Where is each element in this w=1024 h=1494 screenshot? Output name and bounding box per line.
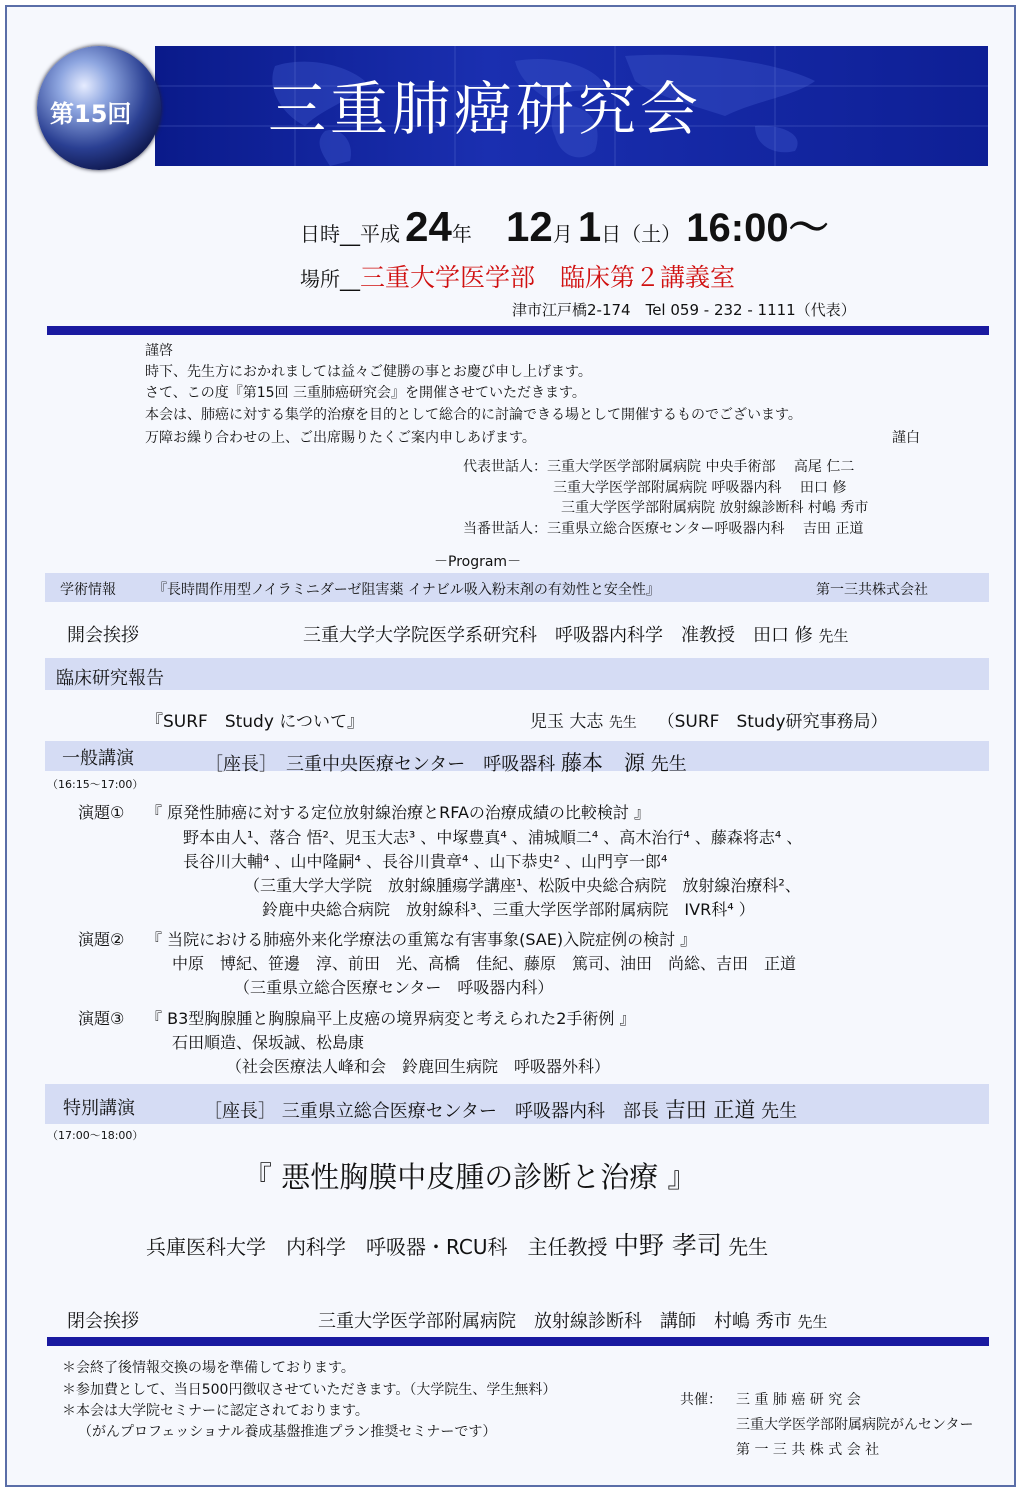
talk-1-label: 演題① — [78, 803, 125, 822]
talk-2-line-1: 中原 博紀、笹邊 淳、前田 光、高橋 佳紀、藤原 篤司、油田 尚総、吉田 正道 — [172, 954, 797, 973]
closing-honorific: 先生 — [797, 1313, 828, 1331]
place-address: 津市江戸橋2-174 Tel 059 - 232 - 1111（代表） — [512, 301, 856, 319]
bottom-rule — [47, 1337, 989, 1346]
general-lecture-time: （16:15～17:00） — [47, 778, 144, 791]
sponsor-1: 三 重 肺 癌 研 究 会 — [736, 1392, 861, 1408]
top-rule — [47, 326, 989, 335]
letter-line-1: 謹啓 — [145, 343, 173, 359]
talk-1-line-1: 野本由人¹、落合 悟²、児玉大志³ 、中塚豊真⁴ 、浦城順二⁴ 、高木治行⁴ 、藤森将志⁴ 、 — [183, 828, 803, 847]
talk-1-line-4: 鈴鹿中央総合病院 放射線科³、三重大学医学部附属病院 IVR科⁴ ） — [262, 900, 755, 919]
datetime-month-unit: 月 — [552, 222, 573, 246]
place-name: 三重大学医学部 臨床第２講義室 — [360, 263, 736, 292]
datetime-year-unit: 年 — [451, 222, 472, 246]
sponsor-3: 第 一 三 共 株 式 会 社 — [736, 1442, 880, 1458]
clinical-report-speaker-line — [530, 707, 888, 732]
special-lecture-speaker-affiliation: 兵庫医科大学 内科学 呼吸器・RCU科 主任教授 — [146, 1235, 608, 1259]
organizer-line-2: 三重大学医学部附属病院 呼吸器内科 田口 修 — [553, 480, 847, 496]
note-2: ＊参加費として、当日500円徴収させていただきます。（大学院生、学生無料） — [62, 1382, 557, 1398]
special-lecture-speaker-line — [146, 1226, 768, 1262]
clinical-report-honorific: 先生 — [608, 715, 637, 731]
opening-speaker-line — [303, 621, 848, 647]
closing-speaker: 三重大学医学部附属病院 放射線診断科 講師 村嶋 秀市 — [318, 1311, 792, 1332]
datetime-label: 日時__平成 — [300, 222, 400, 246]
talk-2-title: 『 当院における肺癌外来化学療法の重篤な有害事象(SAE)入院症例の検討 』 — [146, 930, 697, 949]
talk-3-line-1: 石田順造、保坂誠、松島康 — [172, 1033, 365, 1052]
datetime-time: 16:00～ — [686, 206, 829, 250]
special-lecture-time: （17:00～18:00） — [47, 1129, 144, 1142]
general-lecture-honorific: 先生 — [650, 754, 687, 775]
sponsor-2: 三重大学医学部附属病院がんセンター — [736, 1417, 974, 1433]
general-lecture-chair: ［座長］ 三重中央医療センター 呼吸器科 — [205, 754, 556, 775]
talk-1-line-2: 長谷川大輔⁴ 、山中隆嗣⁴ 、長谷川貴章⁴ 、山下恭史² 、山門亨一郎⁴ — [183, 852, 668, 871]
opening-honorific: 先生 — [818, 627, 849, 645]
academic-info-label: 学術情報 — [60, 582, 116, 598]
edition-label: 第15回 — [50, 100, 132, 128]
special-lecture-honorific: 先生 — [761, 1101, 798, 1122]
datetime-line — [300, 196, 829, 250]
program-title: －Program－ — [434, 554, 522, 570]
talk-1-line-3: （三重大学大学院 放射線腫瘍学講座¹、松阪中央総合病院 放射線治療科²、 — [244, 876, 801, 895]
special-lecture-title: 『 悪性胸膜中皮腫の診断と治療 』 — [243, 1160, 697, 1194]
general-lecture-chair-line — [205, 747, 687, 777]
clinical-report-speaker: 児玉 大志 — [530, 712, 604, 732]
special-lecture-speaker-name: 中野 孝司 — [613, 1231, 722, 1260]
opening-speaker: 三重大学大学院医学系研究科 呼吸器内科学 准教授 田口 修 — [303, 625, 813, 646]
special-lecture-label: 特別講演 — [63, 1098, 135, 1119]
closing-speaker-line — [318, 1307, 827, 1333]
organizer-line-1: 代表世話人：三重大学医学部附属病院 中央手術部 高尾 仁二 — [463, 459, 855, 475]
letter-line-2: 時下、先生方におかれましては益々ご健勝の事とお慶び申し上げます。 — [145, 364, 592, 380]
letter-line-3: さて、この度『第15回 三重肺癌研究会』を開催させていただきます。 — [145, 385, 586, 401]
closing-label: 閉会挨拶 — [67, 1311, 139, 1332]
datetime-year: 24 — [405, 203, 452, 250]
note-3: ＊本会は大学院セミナーに認定されております。 — [62, 1403, 369, 1419]
organizer-line-4: 当番世話人：三重県立総合医療センター呼吸器内科 吉田 正道 — [463, 521, 864, 537]
talk-1-title: 『 原発性肺癌に対する定位放射線治療とRFAの治療成績の比較検討 』 — [146, 803, 650, 822]
datetime-month: 12 — [506, 203, 553, 250]
datetime-day-unit: 日（土） — [601, 222, 682, 246]
clinical-report-title: 『SURF Study について』 — [146, 712, 364, 732]
note-1: ＊会終了後情報交換の場を準備しております。 — [62, 1360, 355, 1376]
general-lecture-label: 一般講演 — [62, 748, 134, 769]
special-lecture-chair: ［座長］ 三重県立総合医療センター 呼吸器内科 部長 — [204, 1101, 659, 1122]
place-line — [300, 258, 735, 294]
organizer-line-3: 三重大学医学部附属病院 放射線診断科 村嶋 秀市 — [561, 500, 869, 516]
letter-line-5: 万障お繰り合わせの上、ご出席賜りたくご案内申しあげます。 — [145, 430, 536, 446]
talk-3-line-2: （社会医療法人峰和会 鈴鹿回生病院 呼吸器外科） — [226, 1057, 611, 1076]
academic-info-title: 『長時間作用型ノイラミニダーゼ阻害薬 イナビル吸入粉末剤の有効性と安全性』 — [153, 582, 660, 598]
page-title: 三重肺癌研究会 — [268, 75, 703, 143]
special-lecture-chair-name: 吉田 正道 — [664, 1098, 756, 1122]
clinical-report-bar — [45, 658, 989, 690]
special-lecture-speaker-honorific: 先生 — [728, 1235, 769, 1259]
datetime-day: 1 — [577, 203, 602, 250]
place-label: 場所__ — [300, 267, 360, 291]
clinical-report-affiliation: （SURF Study研究事務局） — [657, 712, 888, 732]
talk-3-label: 演題③ — [78, 1009, 125, 1028]
special-lecture-chair-line — [204, 1094, 797, 1124]
sponsors-label: 共催： — [680, 1392, 722, 1408]
letter-line-4: 本会は、肺癌に対する集学的治療を目的として総合的に討論できる場として開催するものでございます。 — [145, 407, 802, 423]
talk-3-title: 『 B3型胸腺腫と胸腺扁平上皮癌の境界病変と考えられた2手術例 』 — [146, 1009, 636, 1028]
talk-2-line-2: （三重県立総合医療センター 呼吸器内科） — [234, 978, 554, 997]
clinical-report-label: 臨床研究報告 — [56, 668, 164, 689]
talk-2-label: 演題② — [78, 930, 125, 949]
general-lecture-chair-name: 藤本 源 — [561, 751, 646, 775]
letter-closing: 謹白 — [892, 430, 920, 446]
note-4: （がんプロフェッショナル養成基盤推進プラン推奨セミナーです） — [78, 1424, 497, 1440]
academic-info-company: 第一三共株式会社 — [816, 582, 928, 598]
opening-label: 開会挨拶 — [67, 625, 139, 646]
